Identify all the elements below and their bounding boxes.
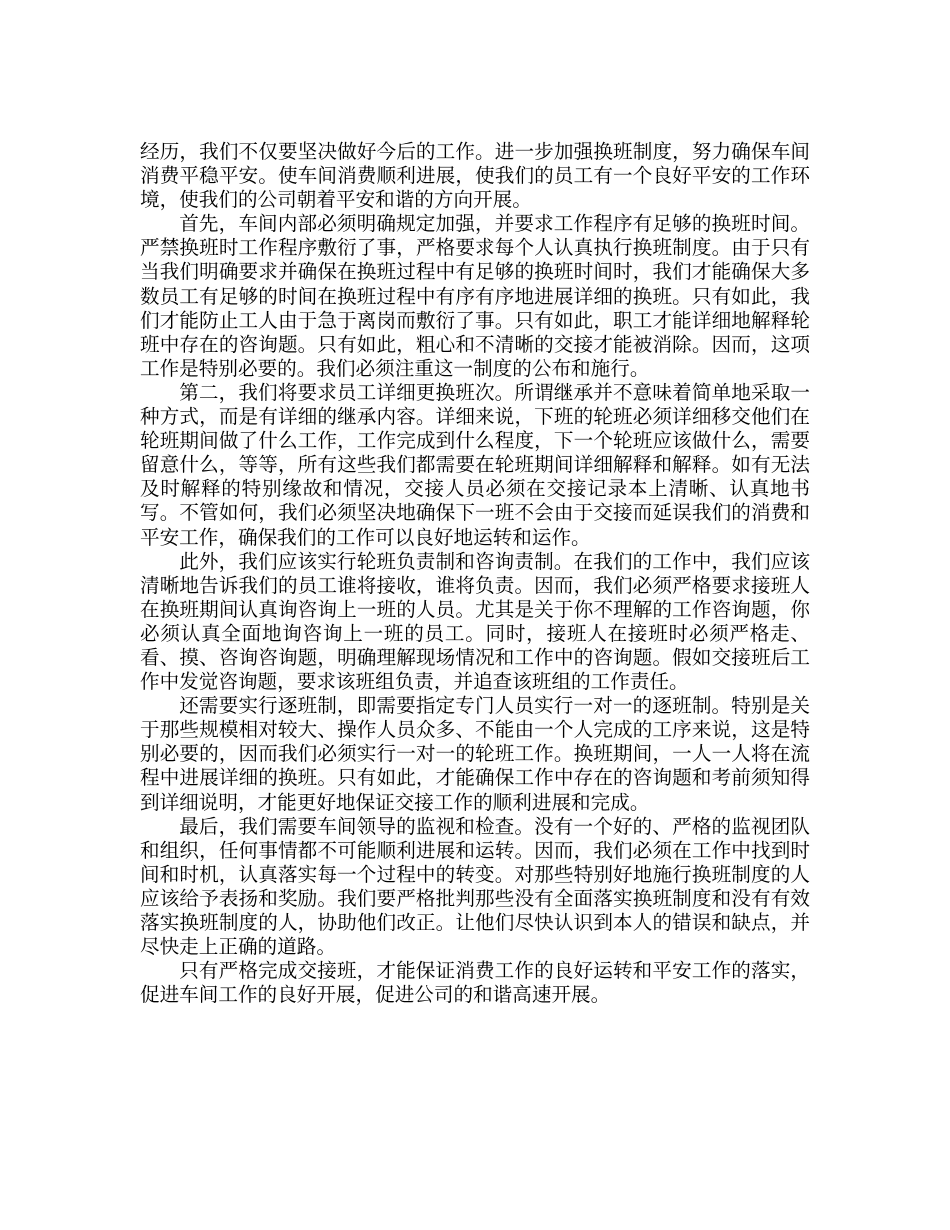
paragraph-finally: 最后，我们需要车间领导的监视和检查。没有一个好的、严格的监视团队和组织，任何事情都不可能顺利进展和运转。因而，我们必须在工作中找到时间和时机，认真落实每一个过程中的转变。对那些特别好地施行换班制度的人应该给予表扬和奖励。我们要严格批判那些没有全面落实换班制度和没有有效落实换班制度的人，协助他们改正。让他们尽快认识到本人的错误和缺点，并尽快走上正确的道路。 xyxy=(140,814,810,959)
paragraph-first: 首先，车间内部必须明确规定加强，并要求工作程序有足够的换班时间。严禁换班时工作程序敷衍了事，严格要求每个人认真执行换班制度。由于只有当我们明确要求并确保在换班过程中有足够的换班时间时，我们才能确保大多数员工有足够的时间在换班过程中有序有序地进展详细的换班。只有如此，我们才能防止工人由于急于离岗而敷衍了事。只有如此，职工才能详细地解释轮班中存在的咨询题。只有如此，粗心和不清晰的交接才能被消除。因而，这项工作是特别必要的。我们必须注重这一制度的公布和施行。 xyxy=(140,212,810,380)
paragraph-shift-system: 还需要实行逐班制，即需要指定专门人员实行一对一的逐班制。特别是关于那些规模相对较大、操作人员众多、不能由一个人完成的工序来说，这是特别必要的，因而我们必须实行一对一的轮班工作。换班期间，一人一人将在流程中进展详细的换班。只有如此，才能确保工作中存在的咨询题和考前须知得到详细说明，才能更好地保证交接工作的顺利进展和完成。 xyxy=(140,694,810,814)
paragraph-second: 第二，我们将要求员工详细更换班次。所谓继承并不意味着简单地采取一种方式，而是有详细的继承内容。详细来说，下班的轮班必须详细移交他们在轮班期间做了什么工作，工作完成到什么程度，下一个轮班应该做什么，需要留意什么，等等，所有这些我们都需要在轮班期间详细解释和解释。如有无法及时解释的特别缘故和情况，交接人员必须在交接记录本上清晰、认真地书写。不管如何，我们必须坚决地确保下一班不会由于交接而延误我们的消费和平安工作，确保我们的工作可以良好地运转和运作。 xyxy=(140,380,810,549)
paragraph-conclusion: 只有严格完成交接班，才能保证消费工作的良好运转和平安工作的落实，促进车间工作的良好开展，促进公司的和谐高速开展。 xyxy=(140,959,810,1007)
paragraph-continuation: 经历，我们不仅要坚决做好今后的工作。进一步加强换班制度，努力确保车间消费平稳平安。使车间消费顺利进展，使我们的员工有一个良好平安的工作环境，使我们的公司朝着平安和谐的方向开展。 xyxy=(140,140,810,212)
paragraph-moreover: 此外，我们应该实行轮班负责制和咨询责制。在我们的工作中，我们应该清晰地告诉我们的员工谁将接收，谁将负责。因而，我们必须严格要求接班人在换班期间认真询咨询上一班的人员。尤其是关于你不理解的工作咨询题，你必须认真全面地询咨询上一班的员工。同时，接班人在接班时必须严格走、看、摸、咨询咨询题，明确理解现场情况和工作中的咨询题。假如交接班后工作中发觉咨询题，要求该班组负责，并追查该班组的工作责任。 xyxy=(140,549,810,694)
document-body xyxy=(140,140,810,1007)
